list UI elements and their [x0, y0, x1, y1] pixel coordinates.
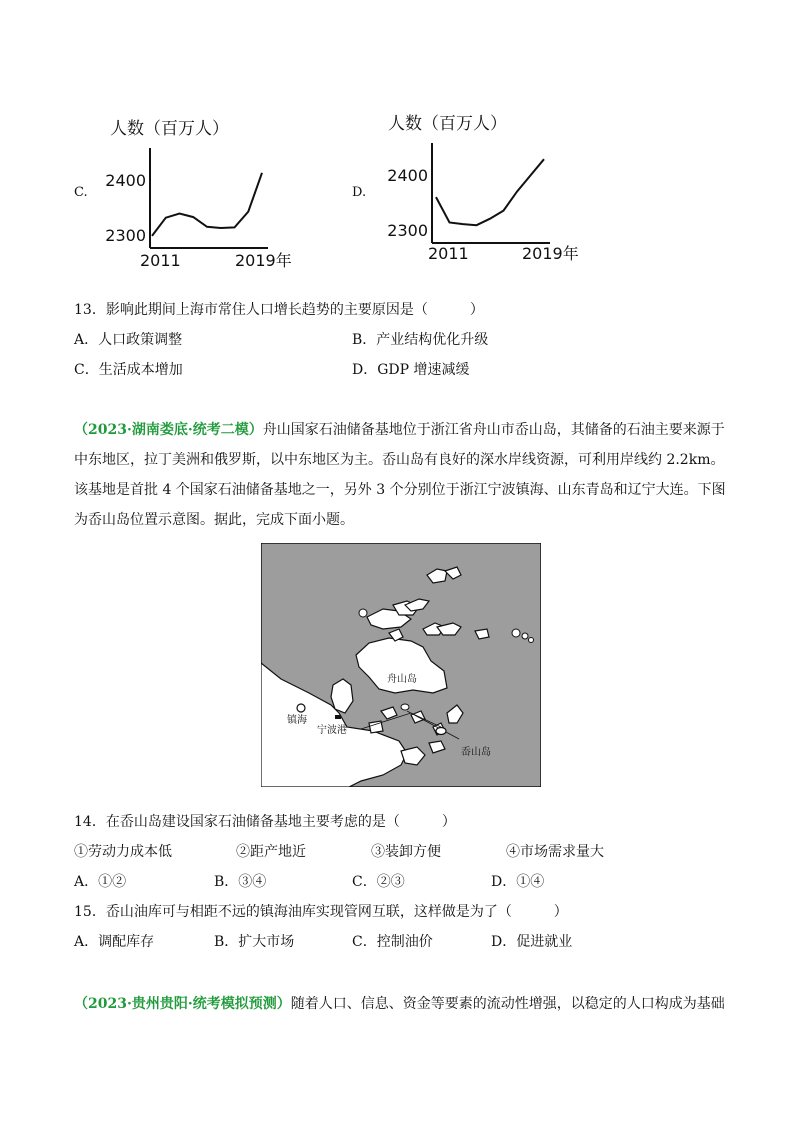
- q14-statement-4: ④市场需求量大: [506, 844, 604, 860]
- q15-stem: 15．岙山油库可与相距不远的镇海油库实现管网互联，这样做是为了（ ）: [74, 904, 568, 920]
- q13-option-a[interactable]: A．人口政策调整: [74, 332, 183, 348]
- chart-c-ylabel: 人数（百万人）: [110, 119, 229, 139]
- label-ningbo: 宁波港: [317, 725, 347, 736]
- ningbo-port-icon: [335, 715, 341, 719]
- islet-3: [522, 633, 528, 639]
- island-south-8: [401, 704, 409, 710]
- chart-c-ytick-2400: 2400: [105, 171, 146, 190]
- aoshan-location-map: [261, 543, 541, 787]
- chart-c-xtick-2019: 2019年: [235, 251, 292, 270]
- q13-option-d[interactable]: D．GDP 增速减缓: [352, 362, 470, 378]
- aoshan-island: [436, 728, 446, 735]
- q15-option-d[interactable]: D．促进就业: [491, 934, 573, 950]
- option-d-letter: D.: [352, 185, 367, 200]
- q13-stem: 13．影响此期间上海市常住人口增长趋势的主要原因是（ ）: [74, 302, 484, 318]
- chart-c-ytick-2300: 2300: [105, 226, 146, 245]
- q14-option-a[interactable]: A．①②: [74, 874, 127, 890]
- q13-option-b[interactable]: B．产业结构优化升级: [352, 332, 489, 348]
- chart-d-xtick-2019: 2019年: [522, 244, 579, 263]
- passage-source: （2023·湖南娄底·统考二模）: [74, 422, 263, 438]
- passage-text: 舟山国家石油储备基地位于浙江省舟山市岙山岛，其储备的石油主要来源于中东地区，拉丁美洲和俄罗斯，以中东地区为主。岙山岛有良好的深水岸线资源，可利用岸线约 2.2km。该基地是首批 4 个国家石油储备基地之一，另外 3 个分别位于浙江宁波镇海、山东青岛和辽宁大连。下图为岙山岛位置示意图。据此，完成下面小题。: [74, 422, 726, 528]
- chart-option-c: [100, 108, 300, 273]
- label-zhoushan: 舟山岛: [387, 674, 417, 685]
- q14-option-b[interactable]: B．③④: [214, 874, 267, 890]
- chart-d-ytick-2400: 2400: [387, 166, 428, 185]
- q15-option-a[interactable]: A．调配库存: [74, 934, 155, 950]
- islet-1: [359, 609, 367, 617]
- chart-d-ylabel: 人数（百万人）: [388, 114, 507, 134]
- q13-option-c[interactable]: C．生活成本增加: [74, 362, 183, 378]
- passage-2-source: （2023·贵州贵阳·统考模拟预测）: [74, 996, 291, 1012]
- chart-d-ytick-2300: 2300: [387, 221, 428, 240]
- q14-option-c[interactable]: C．②③: [352, 874, 405, 890]
- chart-c-series-line: [152, 173, 262, 236]
- chart-option-d: [380, 103, 590, 268]
- q14-stem: 14．在岙山岛建设国家石油储备基地主要考虑的是（ ）: [74, 814, 456, 830]
- chart-d-xtick-2011: 2011: [428, 244, 469, 263]
- passage-2: [74, 994, 734, 1014]
- islet-2: [512, 629, 520, 637]
- zhenhai-marker: [297, 704, 305, 712]
- option-c-letter: C.: [74, 185, 88, 200]
- chart-d-series-line: [436, 159, 544, 225]
- label-zhenhai: 镇海: [287, 715, 307, 726]
- q15-option-b[interactable]: B．扩大市场: [214, 934, 295, 950]
- passage: [74, 415, 728, 535]
- passage-2-text: 随着人口、信息、资金等要素的流动性增强，以稳定的人口构成为基础: [290, 996, 725, 1012]
- chart-c-xtick-2011: 2011: [140, 251, 181, 270]
- q14-statement-1: ①劳动力成本低: [74, 844, 172, 860]
- q15-option-c[interactable]: C．控制油价: [352, 934, 433, 950]
- q14-statement-3: ③装卸方便: [371, 844, 441, 860]
- q14-statement-2: ②距产地近: [236, 844, 306, 860]
- label-aoshan: 岙山岛: [461, 747, 491, 758]
- islet-4: [529, 638, 534, 643]
- q14-option-d[interactable]: D．①④: [491, 874, 545, 890]
